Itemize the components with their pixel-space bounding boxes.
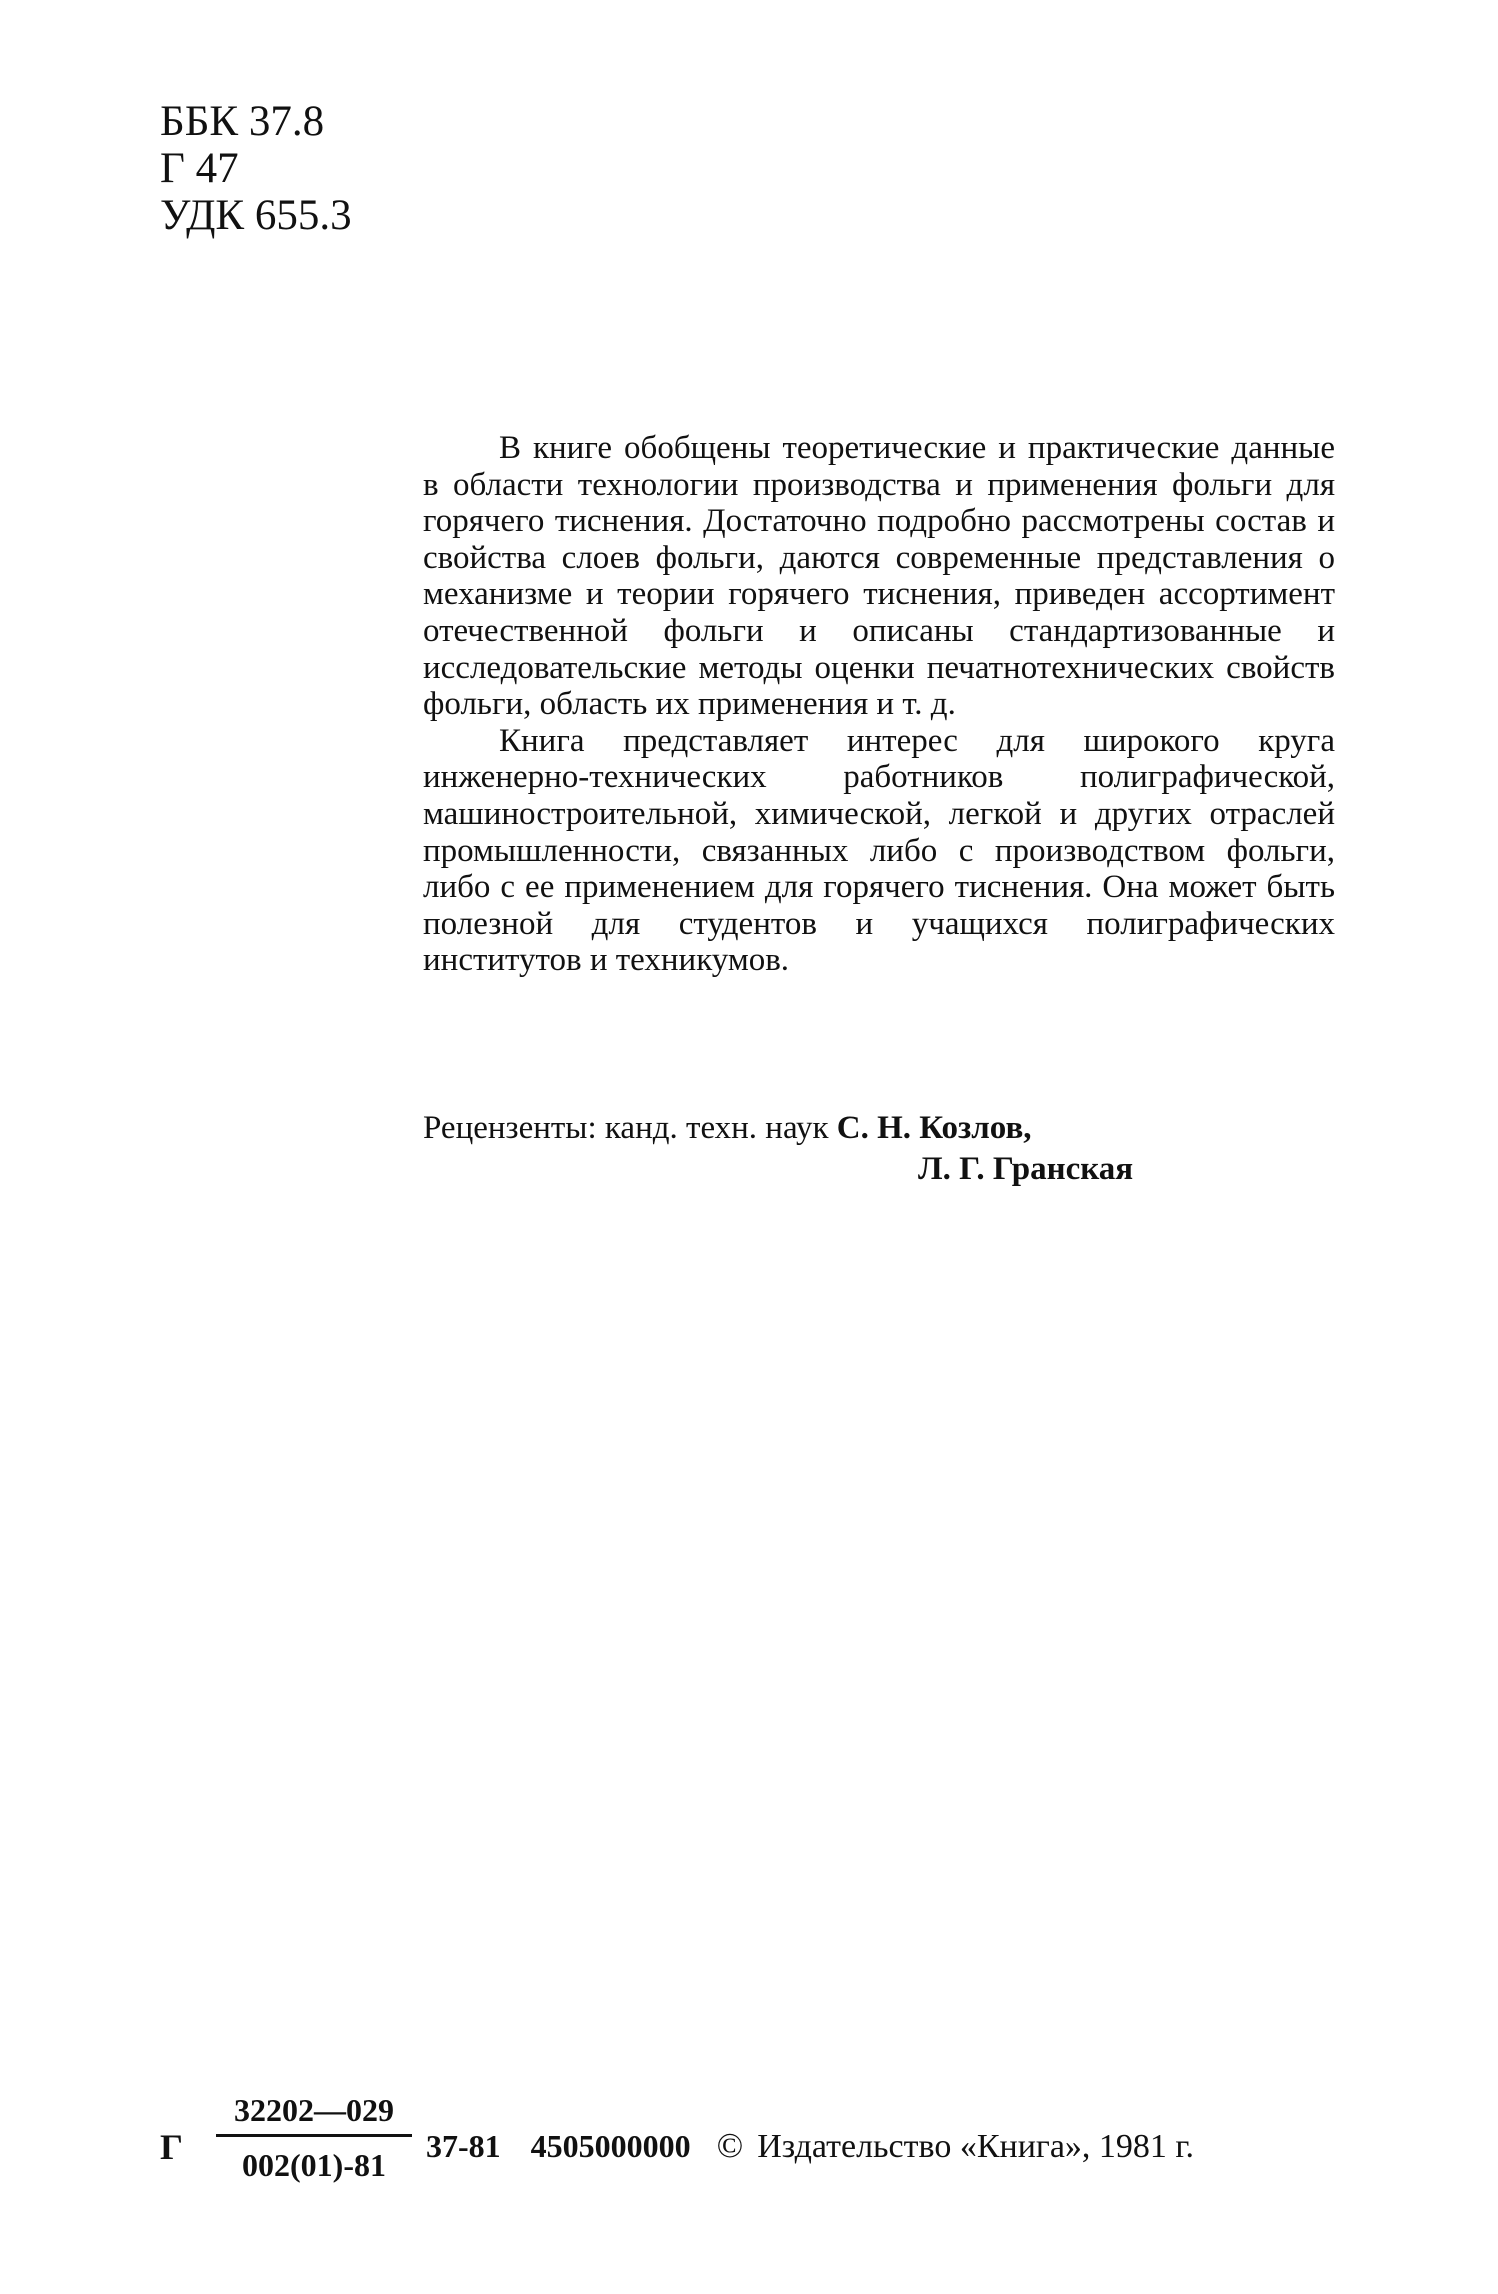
reviewers-row-1 <box>423 1108 1335 1149</box>
annotation-paragraph-1: В книге обобщены теоретические и практические данные в области технологии производства и применения фольги для горячего тиснения. Достаточно подробно рассмотрены состав и свойства слоев фольги, даются современные представления о механизме и теории горячего тиснения, приведен ассортимент отечественной фольги и описаны стандартизованные и исследовательские методы оценки печатнотехнических свойств фольги, область их применения и т. д. <box>423 430 1335 723</box>
reviewers-label: Рецензенты: канд. техн. наук <box>423 1110 837 1146</box>
classification-codes <box>160 98 352 239</box>
annotation-paragraph-2: Книга представляет интерес для широкого круга инженерно-технических работников полиграфической, машиностроительной, химической, легкой и других отраслей промышленности, связанных либо с производством фольги, либо с ее применением для горячего тиснения. Она может быть полезной для студентов и учащихся полиграфических институтов и техникумов. <box>423 722 1335 979</box>
imprint-code: 37-81 <box>426 2128 501 2164</box>
imprint-denominator: 002(01)-81 <box>242 2147 386 2183</box>
copyright-icon: © <box>716 2126 744 2165</box>
imprint-tail <box>414 2126 1194 2166</box>
author-sign: Г 47 <box>160 145 239 192</box>
annotation <box>423 430 1335 979</box>
imprint-letter: Г <box>160 2127 183 2167</box>
udk-code: УДК 655.3 <box>160 192 352 239</box>
bbk-code: ББК 37.8 <box>160 98 325 145</box>
imprint <box>160 2090 1360 2200</box>
reviewers <box>423 1108 1335 1190</box>
imprint-isbn: 4505000000 <box>530 2128 691 2164</box>
imprint-numerator: 32202—029 <box>216 2090 412 2137</box>
reviewer-name-2: Л. Г. Гранская <box>918 1151 1134 1187</box>
imprint-publisher: Издательство «Книга», 1981 г. <box>757 2128 1195 2165</box>
reviewer-name-1: С. Н. Козлов, <box>836 1110 1032 1146</box>
imprint-fraction <box>216 2090 412 2185</box>
